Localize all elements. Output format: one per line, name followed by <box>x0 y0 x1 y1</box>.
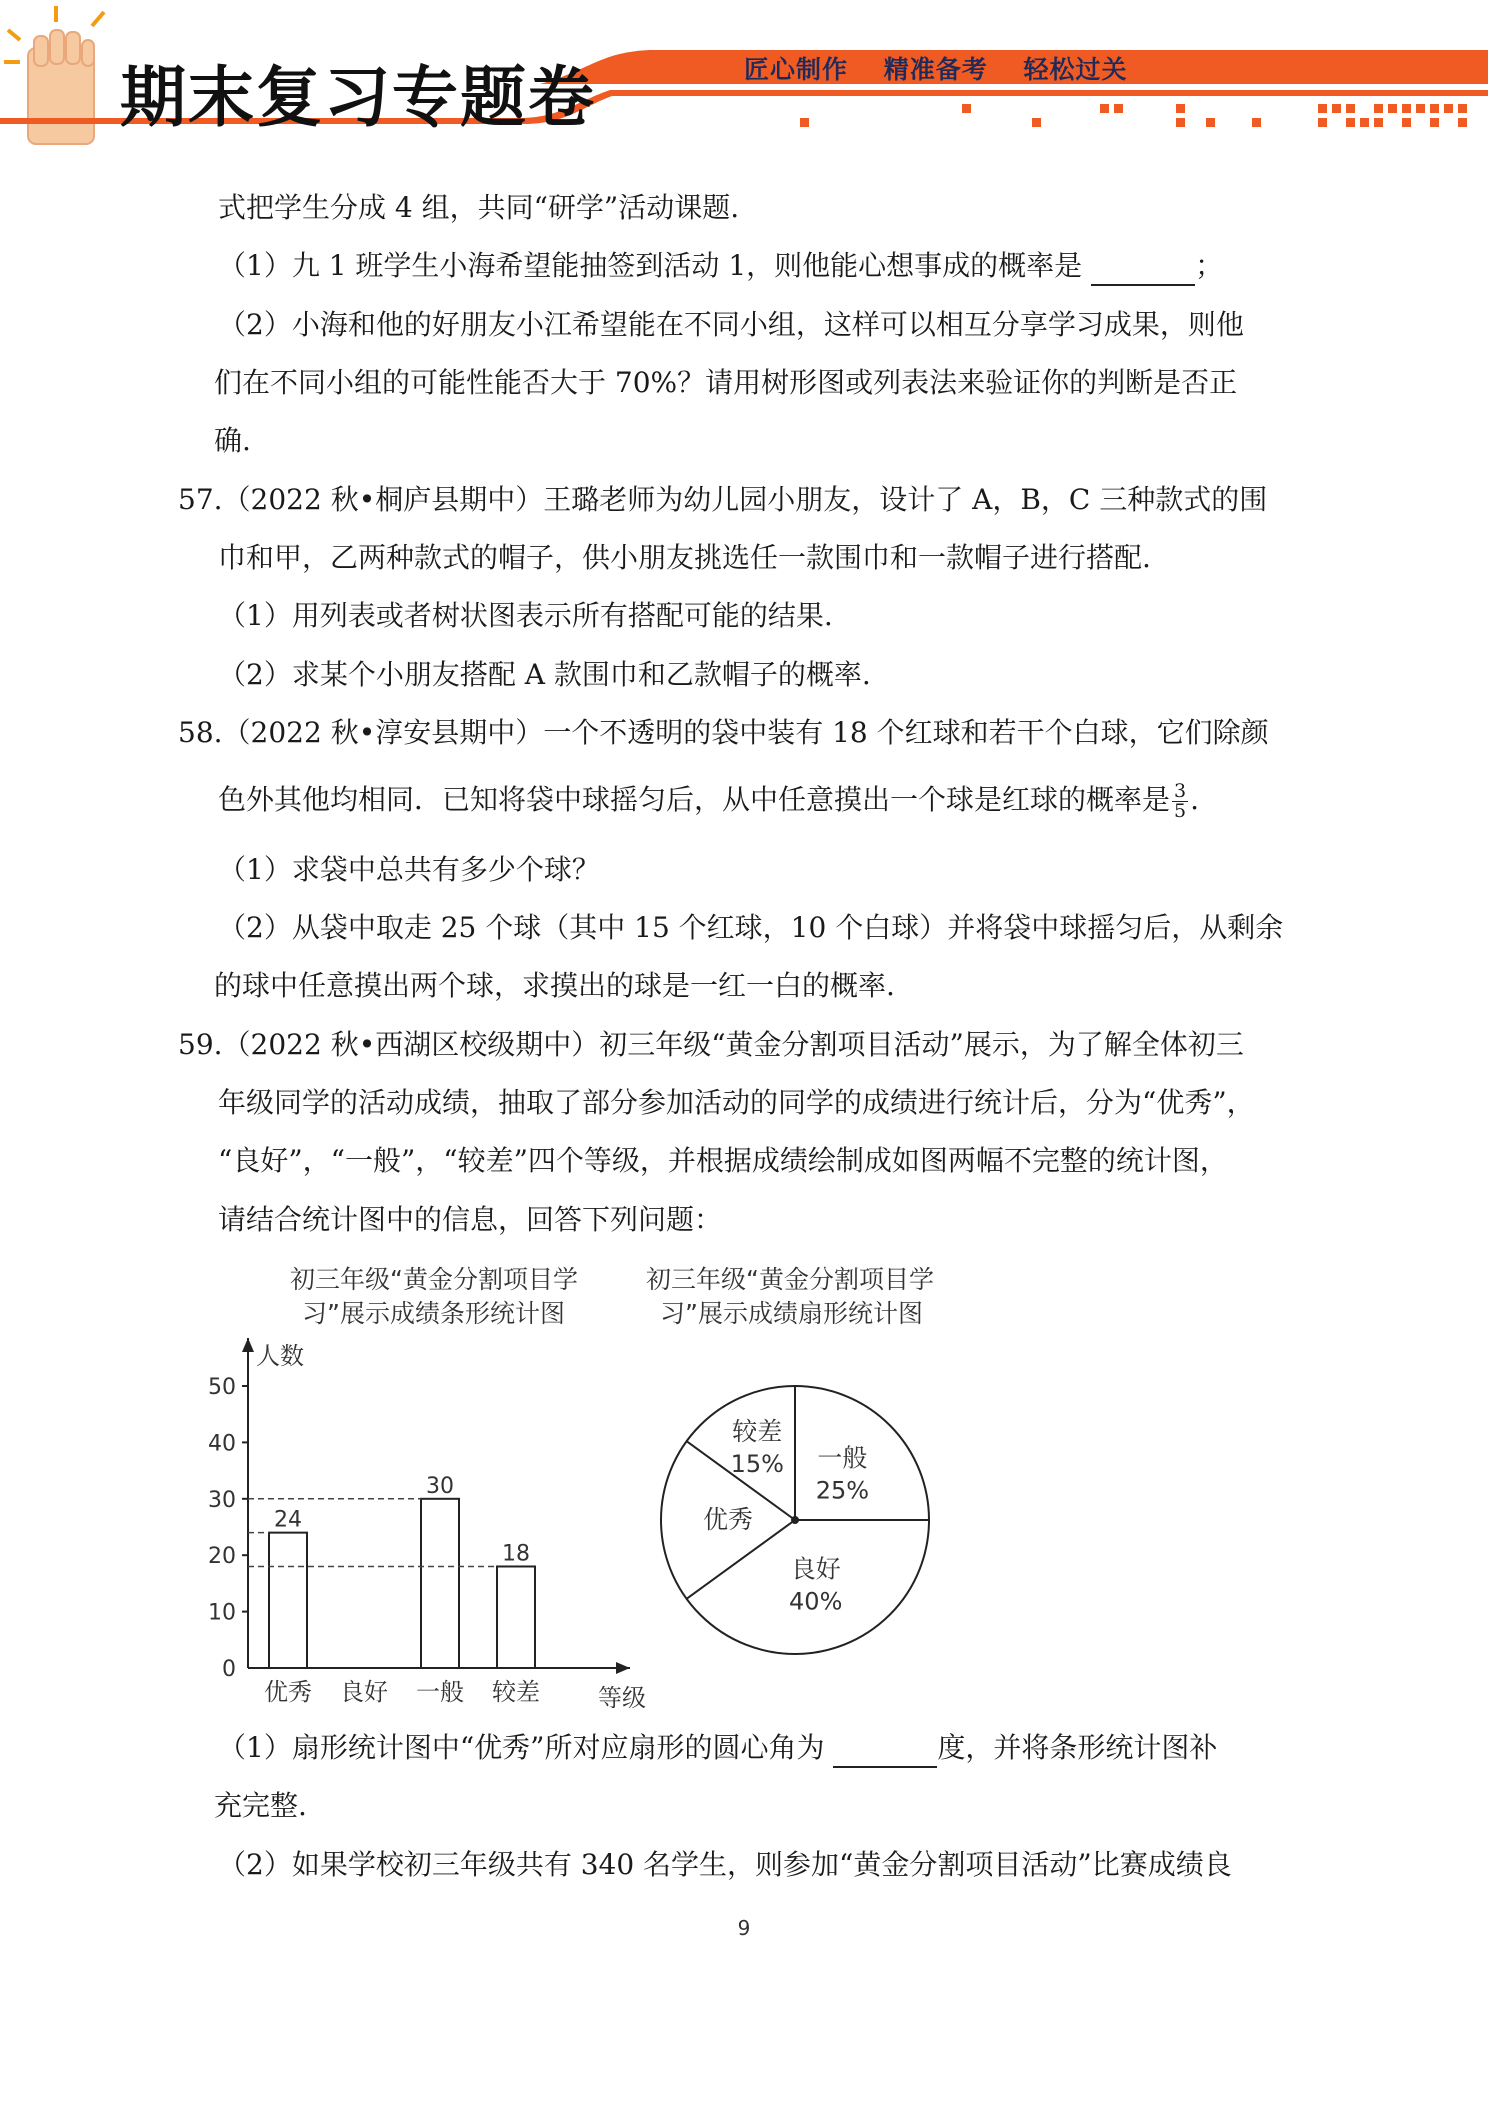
bar <box>269 1533 307 1668</box>
text-line: 确. <box>214 424 251 457</box>
pie-center-dot <box>791 1516 799 1524</box>
slogan-2: 精准备考 <box>883 55 988 84</box>
text-line: 巾和甲，乙两种款式的帽子，供小朋友挑选任一款围巾和一款帽子进行搭配. <box>218 541 1151 574</box>
decorative-squares <box>800 104 1467 127</box>
y-tick-label: 50 <box>208 1375 236 1400</box>
pie-slice-label: 优秀 <box>702 1505 754 1534</box>
x-tick-label: 优秀 <box>264 1678 312 1706</box>
bar-value-label: 30 <box>426 1473 454 1499</box>
answer-blank <box>833 1738 937 1768</box>
text-line: （2）如果学校初三年级共有 340 名学生，则参加“黄金分割项目活动”比赛成绩良 <box>218 1848 1232 1881</box>
text-line: （1）用列表或者树状图表示所有搭配可能的结果. <box>218 599 833 632</box>
question-57: 57.（2022 秋•桐庐县期中）王璐老师为幼儿园小朋友，设计了 A，B，C 三种款式的围 <box>178 483 1268 516</box>
bar-chart-title: 习”展示成绩条形统计图 <box>302 1299 565 1328</box>
statistics-charts <box>0 1258 1488 1708</box>
text-line: 年级同学的活动成绩，抽取了部分参加活动的同学的成绩进行统计后，分为“优秀”， <box>218 1086 1255 1119</box>
pie-chart-title: 习”展示成绩扇形统计图 <box>660 1299 923 1328</box>
x-tick-label: 良好 <box>340 1678 388 1706</box>
bar-value-label: 24 <box>274 1507 302 1533</box>
text-line: （1）九 1 班学生小海希望能抽签到活动 1，则他能心想事成的概率是 ； <box>218 246 1223 286</box>
text-line: 们在不同小组的可能性能否大于 70%？请用树形图或列表法来验证你的判断是否正 <box>214 366 1238 399</box>
y-tick-label: 20 <box>208 1544 236 1570</box>
pie-chart <box>661 1386 929 1654</box>
y-tick-label: 30 <box>208 1487 236 1513</box>
text-line: （1）求袋中总共有多少个球？ <box>218 853 600 886</box>
pie-slice-label: 一般 <box>817 1443 868 1473</box>
y-tick-label: 10 <box>208 1600 236 1626</box>
header-title: 期末复习专题卷 <box>120 59 596 136</box>
text-line: （1）扇形统计图中“优秀”所对应扇形的圆心角为 度，并将条形统计图补 <box>218 1728 1217 1768</box>
text-line: （2）求某个小朋友搭配 A 款围巾和乙款帽子的概率. <box>218 658 871 691</box>
page-header <box>0 0 1488 150</box>
text-line: 的球中任意摸出两个球，求摸出的球是一红一白的概率. <box>214 969 895 1002</box>
pie-slice-label: 良好 <box>790 1554 841 1584</box>
x-tick-label: 一般 <box>416 1678 464 1706</box>
pie-slice-percent: 15% <box>730 1449 784 1478</box>
question-59: 59.（2022 秋•西湖区校级期中）初三年级“黄金分割项目活动”展示，为了解全体初三 <box>178 1028 1244 1061</box>
text-line: “良好”，“一般”，“较差”四个等级，并根据成绩绘制成如图两幅不完整的统计图， <box>218 1144 1228 1177</box>
y-axis-label: 人数 <box>256 1342 304 1370</box>
bar-chart-title: 初三年级“黄金分割项目学 <box>290 1265 578 1294</box>
y-axis-arrow <box>242 1338 254 1352</box>
bar <box>497 1566 535 1668</box>
fraction: $\frac{3}{5}$ <box>1174 780 1187 822</box>
text-line: （2）从袋中取走 25 个球（其中 15 个红球，10 个白球）并将袋中球摇匀后，从剩余 <box>218 911 1284 944</box>
pie-slice-percent: 40% <box>789 1587 843 1616</box>
pie-slice-percent: 25% <box>815 1476 870 1505</box>
y-tick-label: 40 <box>208 1431 236 1457</box>
pie-chart-title: 初三年级“黄金分割项目学 <box>646 1265 934 1294</box>
slogan-1: 匠心制作 <box>744 55 849 84</box>
text-line: （2）小海和他的好朋友小江希望能在不同小组，这样可以相互分享学习成果，则他 <box>218 308 1244 341</box>
question-58: 58.（2022 秋•淳安县期中）一个不透明的袋中装有 18 个红球和若干个白球，它们除颜 <box>178 716 1269 749</box>
pie-slice-label: 较差 <box>732 1416 783 1446</box>
text-line: 充完整. <box>214 1789 307 1822</box>
page-number: 9 <box>737 1916 751 1940</box>
x-axis-arrow <box>616 1662 630 1674</box>
bar-chart <box>208 1338 646 1708</box>
x-tick-label: 较差 <box>492 1678 540 1706</box>
slogan-3: 轻松过关 <box>1023 55 1128 84</box>
text-line: 请结合统计图中的信息，回答下列问题： <box>218 1203 723 1236</box>
header-slogans <box>744 50 1153 86</box>
y-tick-label: 0 <box>222 1657 236 1682</box>
text-line: 色外其他均相同．已知将袋中球摇匀后，从中任意摸出一个球是红球的概率是 $\frac{3}{5}$ . <box>218 780 1200 822</box>
bar-value-label: 18 <box>502 1541 530 1567</box>
x-axis-label: 等级 <box>598 1684 646 1708</box>
answer-blank <box>1091 256 1195 286</box>
bar <box>421 1499 459 1668</box>
text-line: 式把学生分成 4 组，共同“研学”活动课题. <box>218 191 740 224</box>
